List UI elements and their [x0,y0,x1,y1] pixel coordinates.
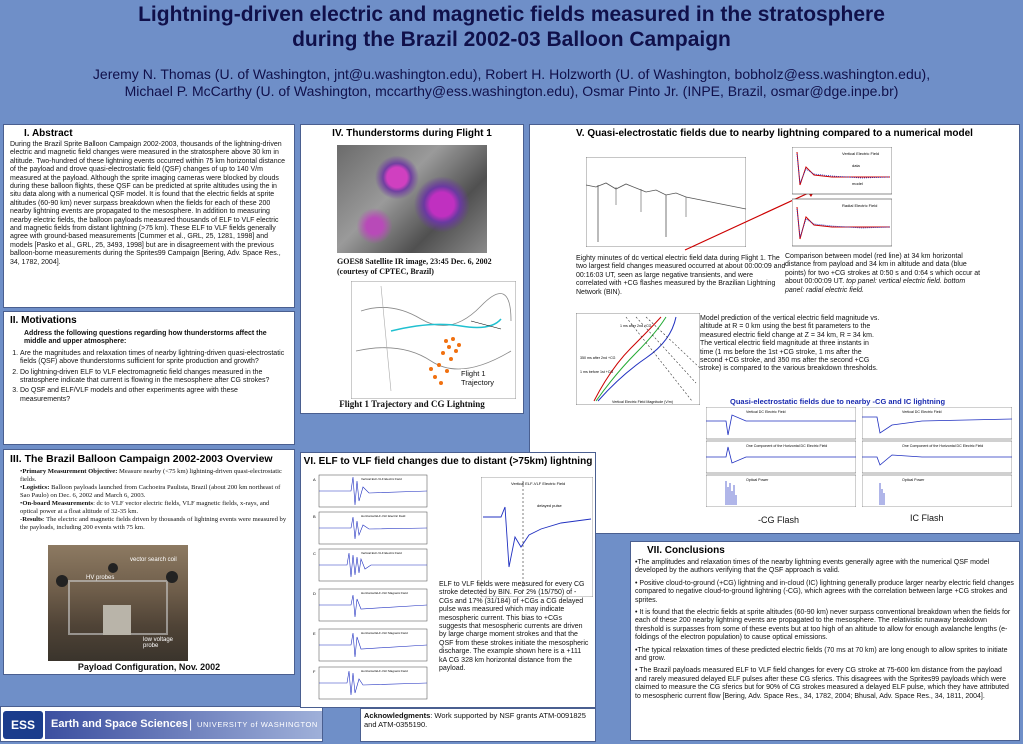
campaign-heading: III. The Brazil Balloon Campaign 2002-2003 Overview [10,453,273,465]
poster-title [0,2,1023,52]
profile-xlabel: Vertical Electric Field Magnitude (V/m) [612,400,673,404]
mini-label: Optical Power [902,478,925,482]
motivations-list [10,350,288,404]
conclusions-panel [630,541,1020,741]
ic-qsf-panels [862,407,1012,507]
ess-logo: ESS [3,711,43,739]
motivation-item: 3. Do QSF and ELF/VLF models and other experiments agree with these measurements? [20,387,288,404]
inset-label: Vertical ELF-VLF Electric Field [511,481,566,486]
payload-photo [48,545,188,661]
elf-panel [300,452,596,708]
authors-line-1: Jeremy N. Thomas (U. of Washington, jnt@u.washington.edu), Robert H. Holzworth (U. of Washington, bobholz@ess.washington.edu), [92,66,931,82]
comparison-description: Comparison between model (red line) at 34 km horizontal distance from payload and 34 km in altitude and data (blue points) for two +CG strokes at 0:50 s and 0:64 s which occur at about 00:00:09 UT. top panel: vertical electric field. bottom panel: radial electric field. [785,253,981,294]
authors [0,66,1023,100]
title-line-2: during the Brazil 2002-03 Balloon Campaign [292,28,731,51]
qsf-panel [529,124,1020,534]
wave-label: Horizontal ELF-VLF Magnetic Field [361,669,408,673]
map-label: Flight 1 Trajectory [461,369,503,387]
thunderstorms-heading: IV. Thunderstorms during Flight 1 [332,128,492,139]
dept-name: Earth and Space Sciences [51,718,188,730]
conclusion-item: •The typical relaxation times of these predicted electric fields (70 ms at 70 km) are long enough to allow sprites to initiate and grow. [635,646,1008,663]
cg-qsf-panels [706,407,856,507]
conclusion-item: • Positive cloud-to-ground (+CG) lightning and in-cloud (IC) lightning generally produce larger nearby electric field changes compared to negative cloud-to-ground lightning (-CG), which agrees with the correlation between large +CG strokes and sprites. [635,579,1014,604]
campaign-bullet: •On-board Measurements: dc to VLF vector electric fields, VLF magnetic fields, x-rays, and optical power at a float altitude of 32-35 km. [20,500,270,515]
wave-label: Horizontal ELF-VLF Magnetic Field [361,591,408,595]
altitude-profile-plot [576,313,700,405]
wave-label: Vertical ELF-VLF Electric Field [361,551,402,555]
thunderstorms-panel [300,124,524,414]
cg-flash-label: -CG Flash [758,515,800,525]
univ-name: UNIVERSITY of WASHINGTON [197,720,318,729]
conclusion-item: •The amplitudes and relaxation times of the nearby lightning events generally agree with the numerical QSF model developed by the authors verifying that the QSF approach is valid. [635,559,990,575]
campaign-panel [3,449,295,675]
mini-label: Optical Power [746,478,769,482]
panel-letter: A [313,477,316,482]
photo-label: HV probes [86,575,115,581]
panel-letter: C [313,551,316,556]
comparison-title: Quasi-electrostatic fields due to nearby -CG and IC lightning [730,397,946,406]
legend-data: data [852,163,860,168]
model-data-comparison [792,147,892,247]
qsf-heading: V. Quasi-electrostatic fields due to nearby lightning compared to a numerical model [576,128,973,139]
motivations-intro: Address the following questions regarding how thunderstorms affect the middle and upper atmosphere: [24,330,267,346]
title-line-1: Lightning-driven electric and magnetic fields measured in the stratosphere [138,3,885,26]
motivation-item: 1. Are the magnitudes and relaxation times of nearby lightning-driven quasi-electrostatic fields (QSF) above thunderstorms sufficient for sprite production and growth? [20,350,288,367]
wave-label: Vertical ELF-VLF Electric Field [361,477,402,481]
dc-field-description: Eighty minutes of dc vertical electric field data during Flight 1. The two largest field changes measured occurred at about 00:00:09 and 00:16:03 UT, seen as large negative transients, and were correlated with +CG flashes measured by the Brazilian Lightning Network (BIN). [576,255,786,296]
ess-logo-bar [0,706,323,742]
panel-letter: B [313,514,316,519]
abstract-panel [3,124,295,308]
motivations-heading: II. Motivations [10,315,77,326]
mini-label: One Component of the Horizontal DC Electric Field [902,444,984,448]
panel-letter: F [313,669,316,674]
top-panel-label: Vertical Electric Field [842,151,880,156]
model-prediction-description: Model prediction of the vertical electric field magnitude vs. altitude at R = 0 km using the best fit parameters to the measured electric field change at Z = 34 km, R = 34 km. The vertical electric field magnitude at three instants in time (1 ms before the 1st +CG stroke, 1 ms after the second +CG stroke, and 350 ms after the second +CG stroke) is compared to the various breakdown thresholds. [700,315,880,373]
profile-label: 1 ms after 2nd +CG [620,324,652,328]
authors-line-2: Michael P. McCarthy (U. of Washington, mccarthy@ess.washington.edu), Osmar Pinto Jr. (INPE, Brazil, osmar@dge.inpe.br) [124,83,899,99]
map-caption: Flight 1 Trajectory and CG Lightning [339,399,485,409]
panel-letter: E [313,631,316,636]
wave-label: Horizontal ELF-VLF Electric Field [361,514,406,518]
delayed-pulse-inset [481,477,593,597]
photo-label: low voltage probe [143,637,174,649]
campaign-bullet: •Logistics: Balloon payloads launched from Cachoeira Paulista, Brazil (about 200 km northeast of Sao Paulo) on Dec. 6, 2002 and March 6, 2003. [20,484,281,499]
conclusions-heading: VII. Conclusions [647,545,725,556]
acknowledgments: Acknowledgments: Work supported by NSF grants ATM-0091825 and ATM-0355190. [360,708,596,742]
separator: | [189,717,193,731]
abstract-heading: I. Abstract [24,128,73,139]
mini-label: One Component of the Horizontal DC Electric Field [746,444,828,448]
profile-label: 1 ms before 1st +CG [580,370,614,374]
elf-description: ELF to VLF fields were measured for every CG stroke detected by BIN. For 2% (15/750) of -CGs and 17% (31/184) of +CGs a CG delayed pulse was measured which may indicate mesospheric current. This bias to +CGs suggests that mesospheric currents are driven by large charge moment strokes and that the QSF from these strokes initiate the mesospheric discharge. The example shown here is a +111 kA CG 328 km horizontal distance from the payload. [439,581,589,673]
abstract-text: During the Brazil Sprite Balloon Campaign 2002-2003, thousands of the lightning-driven electric and magnetic field changes were measured in the stratosphere above 30 km in altitude. Two-hundred of these lightning events occurred within 75 km horizontal distance of the payload and drove quasi-electrostatic field (QSF) changes of up to 140 V/m measured at the payload. Although the sprite imaging cameras were blocked by clouds during these balloon flights, these QSF can be predicted at sprite altitudes using the in situ data along with a numerical QSF model. It is found that the electric fields at sprite altitudes (60-90 km) never surpass breakdown when the fields for each of these 200 nearby lightning events are propagated to the mesosphere. In addition to measuring nearby electric fields, the balloon payloads measured thousands of ELF to VLF electric and magnetic fields from distant lightning (>75 km). These ELF to VLF fields generally agree with ground-based measurements [Cummer et al., GRL, 25, 1281, 1998] and models [Pasko et al., GRL, 25, 3493, 1998] but are in disagreement with the previous balloon-borne measurements during the Sprites99 Campaign [Bering, Adv. Space Res., 34, 1782, 2004]. [10,141,285,266]
mini-label: Vertical DC Electric Field [746,410,786,414]
campaign-bullets [10,468,288,532]
inset-label: delayed pulse [537,503,562,508]
bottom-panel-label: Radial Electric Field [842,203,878,208]
profile-label: 350 ms after 2nd +CG [580,356,616,360]
payload-caption: Payload Configuration, Nov. 2002 [77,662,221,672]
motivations-panel [3,311,295,445]
elf-waveform-panels [311,473,429,703]
conclusion-item: • The Brazil payloads measured ELF to VLF field changes for every CG stroke at 75-600 km distance from the payload and rarely measured delayed ELF pulses after these CG sferics. This disagrees with the Sprites99 payloads which were claimed to measure the CG sferics but for 90% of CG strokes measured a delayed ELF pulse, which they have attributed to mesospheric current flow [Bering, Adv. Space Res., 34, 1782, 2004; Bhusal, Adv. Space Res., 34, 1811, 2004]. [635,667,1009,700]
campaign-bullet: -Results: The electric and magnetic fields driven by thousands of lightning events were measured by the payloads, including 200 events with 75 km. [20,516,287,531]
satellite-image [337,145,487,253]
ic-flash-label: IC Flash [910,513,944,523]
conclusion-item: • It is found that the electric fields at sprite altitudes (60-90 km) never surpass conventional breakdown when the fields for each of these 200 nearby lightning events are propagated to the mesosphere. The relativistic runaway breakdown threshold is surpasses from some of these events but at too high of an altitude to allow for enough avalanche lengths (e-foldings of the electron population) to cause optical emissions. [635,609,1011,642]
photo-label: vector search coil [130,557,177,563]
legend-model: model [852,181,863,186]
panel-letter: D [313,591,316,596]
satellite-caption: GOES8 Satellite IR image, 23:45 Dec. 6, 2002 (courtesy of CPTEC, Brazil) [337,257,492,276]
elf-heading: VI. ELF to VLF field changes due to distant (>75km) lightning [303,456,593,467]
conclusions-list [635,559,1015,701]
campaign-bullet: •Primary Measurement Objective: Measure nearby (<75 km) lightning-driven quasi-electrostatic fields. [20,468,282,483]
mini-label: Vertical DC Electric Field [902,410,942,414]
motivation-item: 2. Do lightning-driven ELF to VLF electromagnetic field changes measured in the stratosphere indicate that current is flowing in the mesosphere after CG strokes? [20,369,288,386]
wave-label: Horizontal ELF-VLF Magnetic Field [361,631,408,635]
